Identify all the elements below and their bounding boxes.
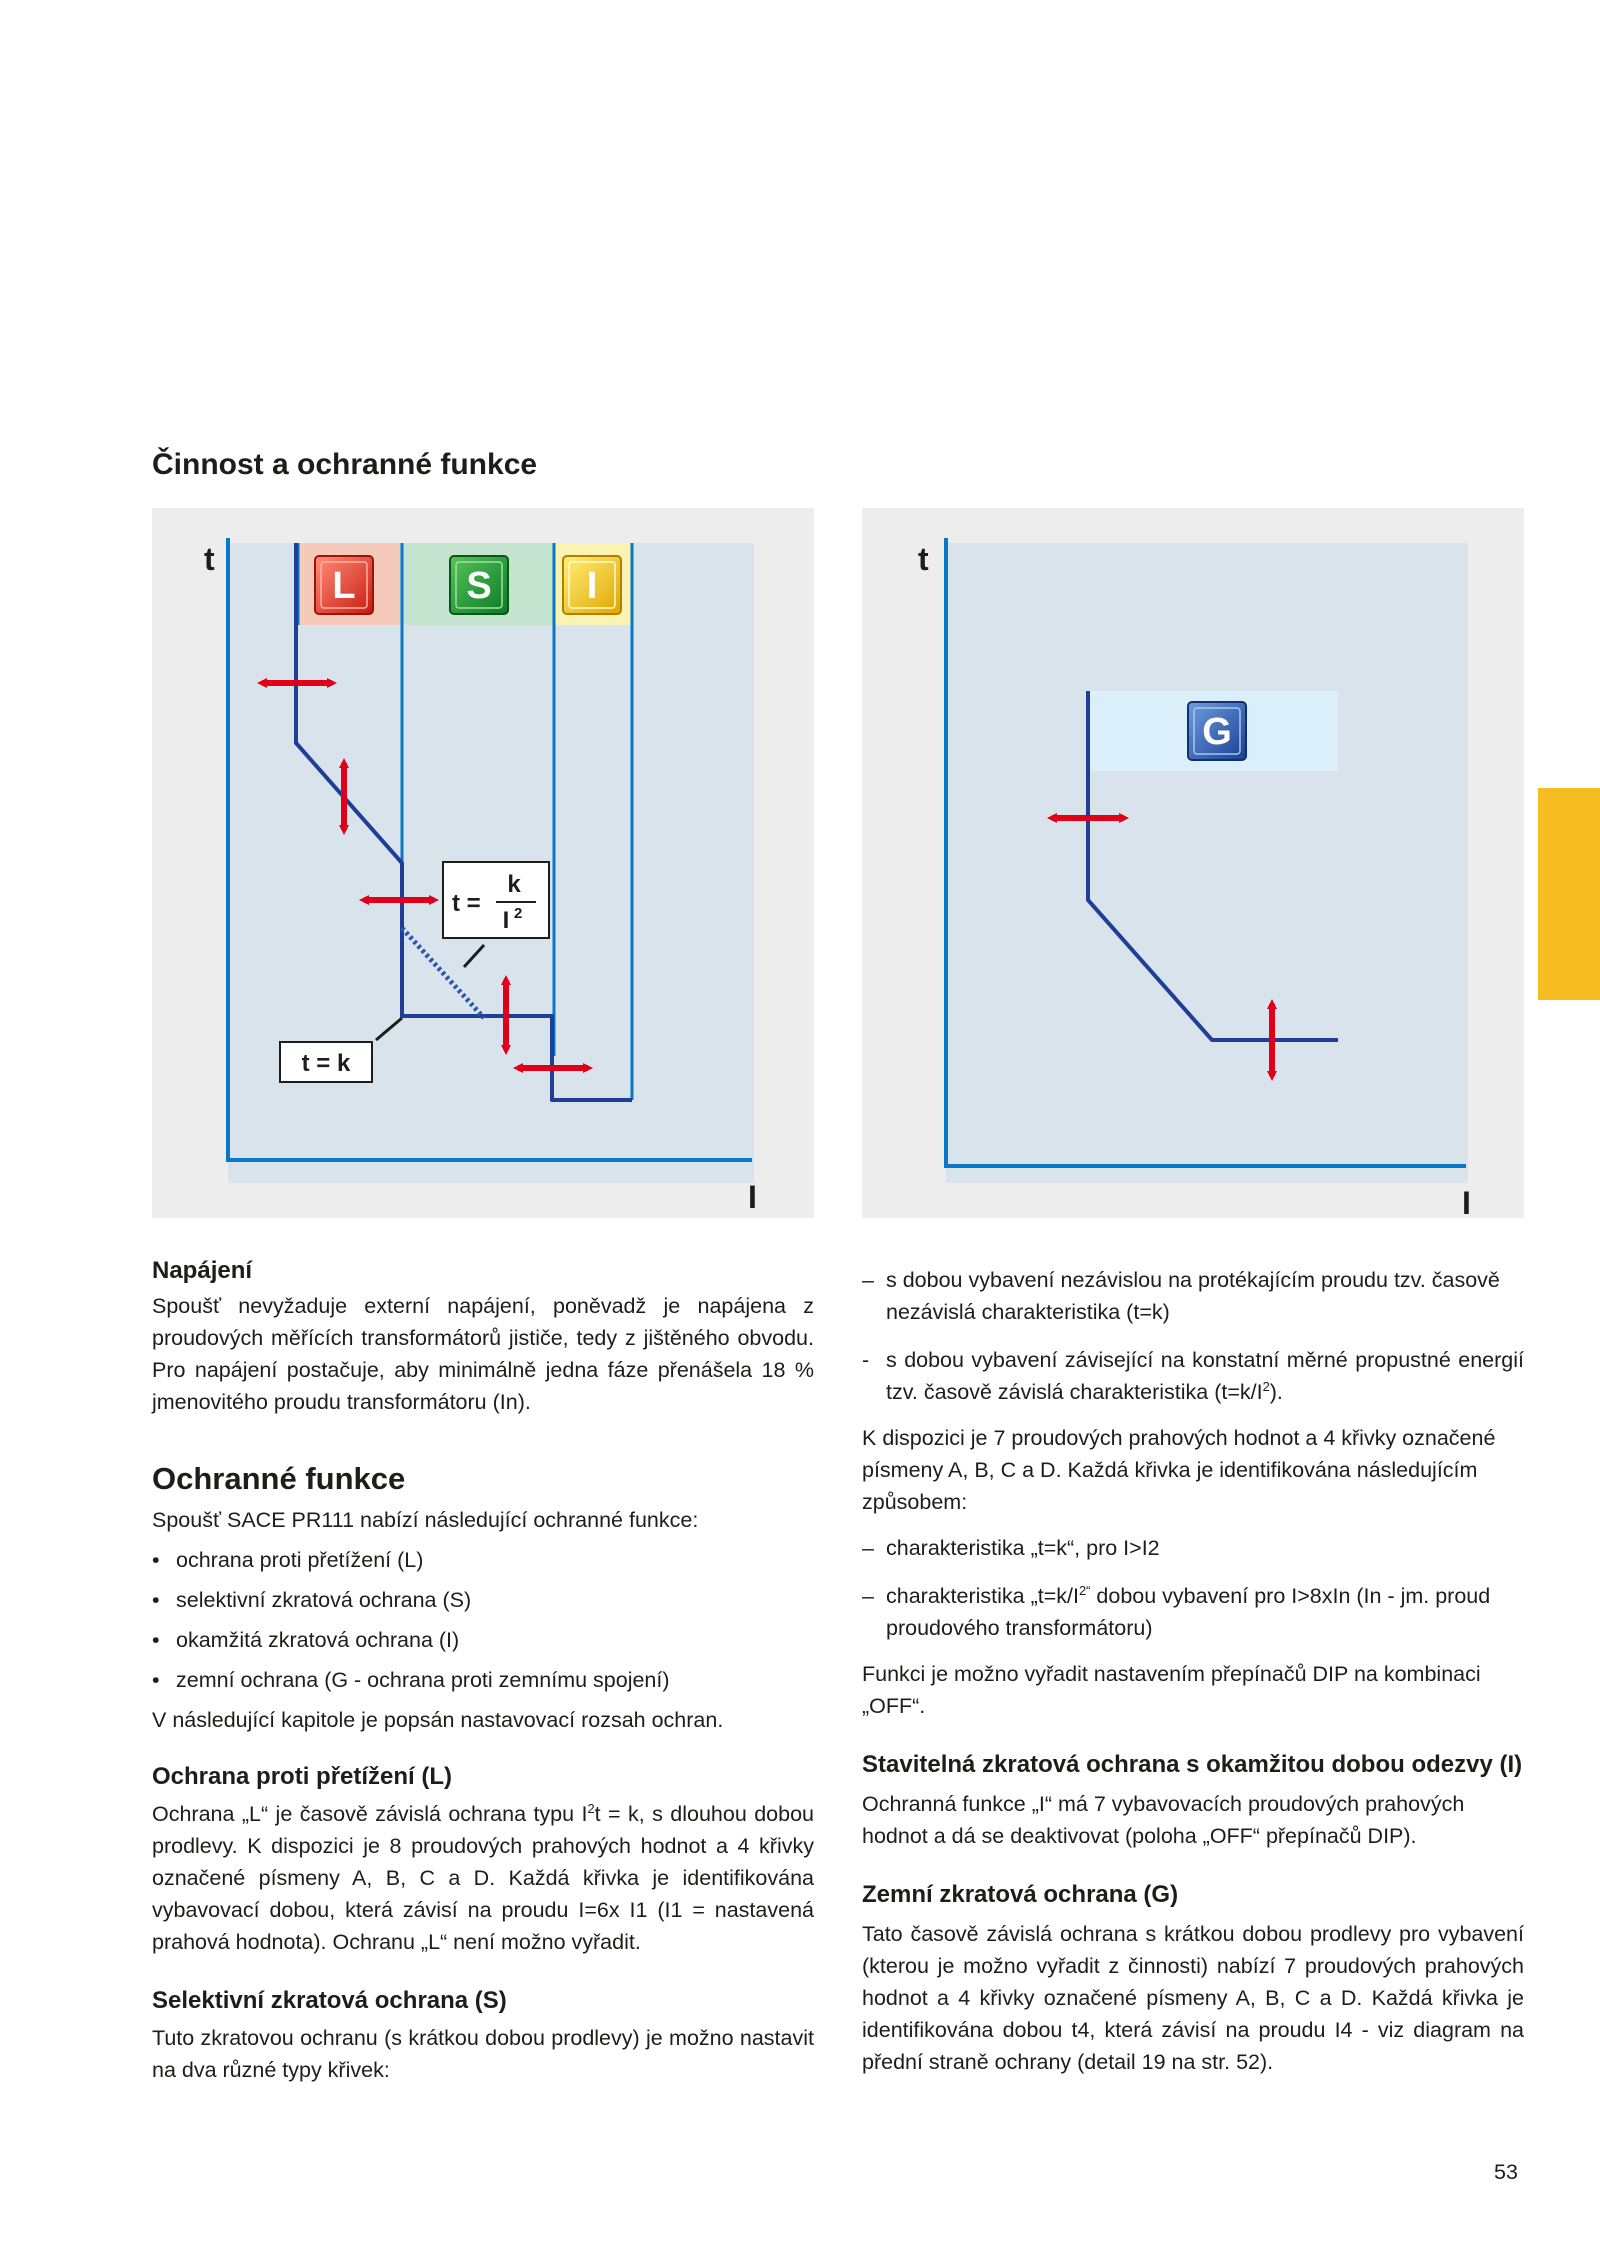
ochrana-i-paragraph: Ochranná funkce „I“ má 7 vybavovacích proudových prahových hodnot a dá se deaktivovat (poloha „OFF“ přepínačů DIP). xyxy=(862,1792,1465,1848)
list-item: - s dobou vybavení závisející na konstatní měrné propustné energií tzv. časově závislá charakteristika $(t=k/I^2)$. xyxy=(862,1348,1524,1404)
right-column xyxy=(862,1264,1524,2078)
ochrana-g-heading: Zemní zkratová ochrana (G) xyxy=(862,1881,1179,1908)
page-number: 53 xyxy=(1494,2160,1518,2184)
ochrana-i-heading: Stavitelná zkratová ochrana s okamžitou dobou odezvy (I) xyxy=(862,1751,1523,1778)
zone-g-label: G xyxy=(1202,711,1232,753)
ochrana-l-heading: Ochrana proti přetížení (L) xyxy=(152,1763,453,1790)
ochrana-g-paragraph: Tato časově závislá ochrana s krátkou dobou prodlevy pro vybavení (kterou je možno vyřadit z činnosti) nabízí 7 proudových prahových hodnot a 4 křivky označené písmeny A, B, C a D. Každá křivka je identifikována dobou t4, která závisí na proudu I4 - viz diagram na přední straně ochrany (detail 19 na str. 52). xyxy=(862,1922,1524,2074)
plot-area xyxy=(946,543,1468,1183)
zone-l-icon xyxy=(315,556,373,614)
ochranne-heading: Ochranné funkce xyxy=(152,1461,406,1496)
formula-numerator: k xyxy=(507,871,521,898)
formula-prefix: t = xyxy=(452,890,481,917)
tk-label: t = k xyxy=(301,1050,351,1077)
g-characteristic-figure xyxy=(862,508,1524,1218)
left-column xyxy=(152,1256,814,2086)
list-item: • okamžitá zkratová ochrana (I) xyxy=(152,1624,814,1656)
ochranne-intro: Spoušť SACE PR111 nabízí následující ochranné funkce: xyxy=(152,1508,699,1532)
ochranne-outro: V následující kapitole je popsán nastavovací rozsah ochran. xyxy=(152,1708,724,1732)
page-title: Činnost a ochranné funkce xyxy=(152,448,538,481)
dip-paragraph: Funkci je možno vyřadit nastavením přepínačů DIP na kombinaci „OFF“. xyxy=(862,1662,1481,1718)
axis-t-label: t xyxy=(918,541,929,577)
axis-i-label: I xyxy=(748,1179,757,1215)
axis-i-label: I xyxy=(1462,1185,1471,1218)
ochrana-s-paragraph: Tuto zkratovou ochranu (s krátkou dobou prodlevy) je možno nastavit na dva různé typy křivek: xyxy=(152,2026,814,2082)
napajeni-paragraph: Spoušť nevyžaduje externí napájení, poněvadž je napájena z proudových měřících transformátorů jističe, tedy z jištěného obvodu. Pro napájení postačuje, aby minimálně jedna fáze přenášela 18 % jmenovitého proudu transformátoru (In). xyxy=(152,1294,814,1414)
ochrana-s-heading: Selektivní zkratová ochrana (S) xyxy=(152,1987,507,2014)
zone-i-label: I xyxy=(586,565,598,607)
list-item: • ochrana proti přetížení (L) xyxy=(152,1544,814,1576)
lsi-diagram xyxy=(152,508,814,1218)
zone-i-icon xyxy=(563,556,621,614)
g-diagram xyxy=(862,508,1524,1218)
napajeni-heading: Napájení xyxy=(152,1257,253,1284)
list-item: • selektivní zkratová ochrana (S) xyxy=(152,1584,814,1616)
list-item: – charakteristika $„t=k/I^{2“}$ dobou vybavení pro I>8xIn (In - jm. proud proudového transformátoru) xyxy=(862,1582,1491,1640)
axis-t-label: t xyxy=(204,541,215,577)
list-item: – s dobou vybavení nezávislou na protékajícím proudu tzv. časově nezávislá charakteristika (t=k) xyxy=(862,1268,1500,1324)
lsi-characteristic-figure xyxy=(152,508,814,1218)
formula-denominator: I xyxy=(502,907,510,934)
zone-g-icon xyxy=(1188,702,1246,760)
zone-l-label: L xyxy=(332,565,356,607)
curves-paragraph: K dispozici je 7 proudových prahových hodnot a 4 křivky označené písmeny A, B, C a D. Každá křivka je identifikována následujícím způsobem: xyxy=(862,1426,1496,1514)
list-item: – charakteristika „t=k“, pro I>I2 xyxy=(862,1536,1160,1560)
formula-exponent: 2 xyxy=(514,905,523,922)
list-item: • zemní ochrana (G - ochrana proti zemnímu spojení) xyxy=(152,1664,814,1696)
section-tab xyxy=(1538,788,1600,1000)
zone-s-icon xyxy=(450,556,508,614)
zone-s-label: S xyxy=(466,565,492,607)
ochrana-l-paragraph: Ochrana „L“ je časově závislá ochrana typu $I^2t = k$, s dlouhou dobou prodlevy. K dispozici je 8 proudových prahových hodnot a 4 křivky označené písmeny A, B, C a D. Každá křivka je identifikována vybavovací dobou, která závisí na proudu I=6x I1 (I1 = nastavená prahová hodnota). Ochranu „L“ není možno vyřadit. xyxy=(152,1800,814,1954)
